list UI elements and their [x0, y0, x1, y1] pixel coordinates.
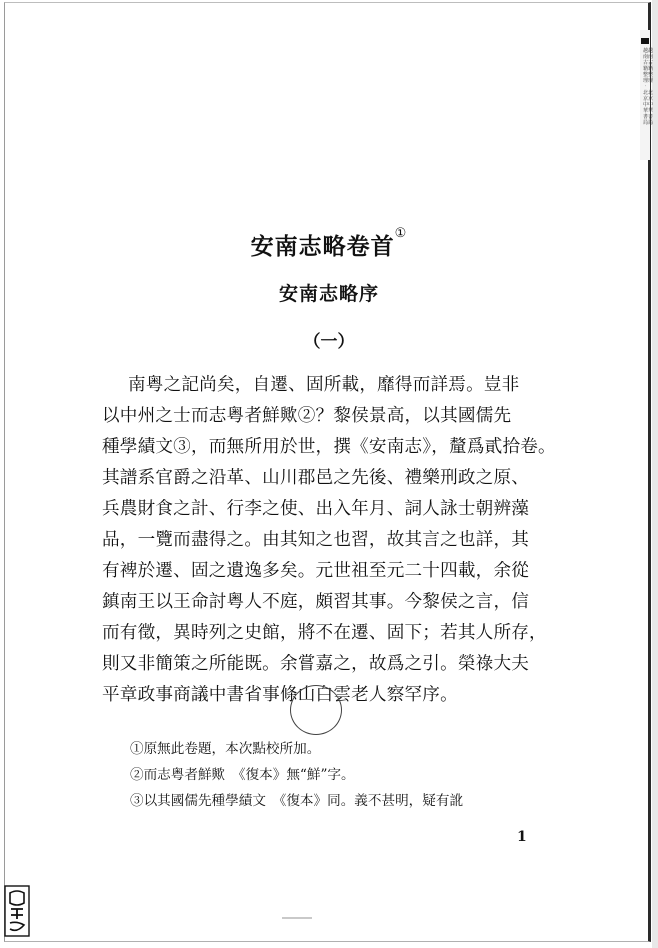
page-title	[0, 228, 658, 261]
page-subtitle: 安南志略序	[278, 283, 379, 305]
title-note-mark: ①	[394, 226, 408, 241]
body-line-2: 以中州之士而志粤者鮮歟②？黎侯景高，以其國儒先	[102, 406, 512, 426]
spine-text-2: 越 南 古 籍 整 理 ‧ 北 京 中 華 書 局	[648, 48, 654, 126]
scan-mark	[282, 917, 312, 919]
footnote-3: ③以其國儒先種學績文 《復本》同。義不甚明，疑有訛	[130, 793, 464, 809]
footnote-1: ①原無此卷題，本次點校所加。	[130, 741, 321, 757]
body-line-4: 其譜系官爵之沿革、山川郡邑之先後、禮樂刑政之原、	[102, 468, 530, 488]
footnotes	[130, 736, 550, 814]
body-line-11: 平章政事商議中書省事條山白雲老人察罕序。	[102, 685, 458, 705]
body-line-10: 則又非簡策之所能既。余嘗嘉之，故爲之引。榮祿大夫	[102, 654, 530, 674]
body-text	[102, 370, 556, 711]
body-line-1: 南粤之記尚矣，自遷、固所載，靡得而詳焉。豈非	[128, 375, 520, 395]
body-line-8: 鎮南王以王命討粤人不庭，頗習其事。今黎侯之言，信	[102, 592, 530, 612]
page-number: 1	[517, 829, 527, 845]
body-line-7: 有裨於遷、固之遺逸多矣。元世祖至元二十四載，余從	[102, 561, 530, 581]
page-title-text: 安南志略卷首	[250, 233, 395, 260]
body-line-5: 兵農財食之計、行李之使、出入年月、詞人詠士朝辨藻	[102, 499, 530, 519]
seal-circle-icon	[290, 685, 342, 735]
spine-text-1: 越 南 古 籍 整 理 ‧ 北 京 中 華 書 局	[643, 48, 649, 126]
page-edge-shadow	[652, 0, 658, 948]
body-line-6: 品，一覽而盡得之。由其知之也習，故其言之也詳，其	[102, 530, 530, 550]
spine-marker	[641, 38, 649, 44]
footnote-2: ②而志粤者鮮歟 《復本》無“鮮”字。	[130, 767, 355, 783]
section-number: （一）	[303, 332, 355, 352]
body-line-9: 而有徵，異時列之史館，將不在遷、固下；若其人所存，	[102, 623, 547, 643]
library-logo-icon	[4, 885, 30, 937]
body-line-3: 種學績文③，而無所用於世，撰《安南志》，釐爲貳拾卷。	[102, 437, 556, 457]
